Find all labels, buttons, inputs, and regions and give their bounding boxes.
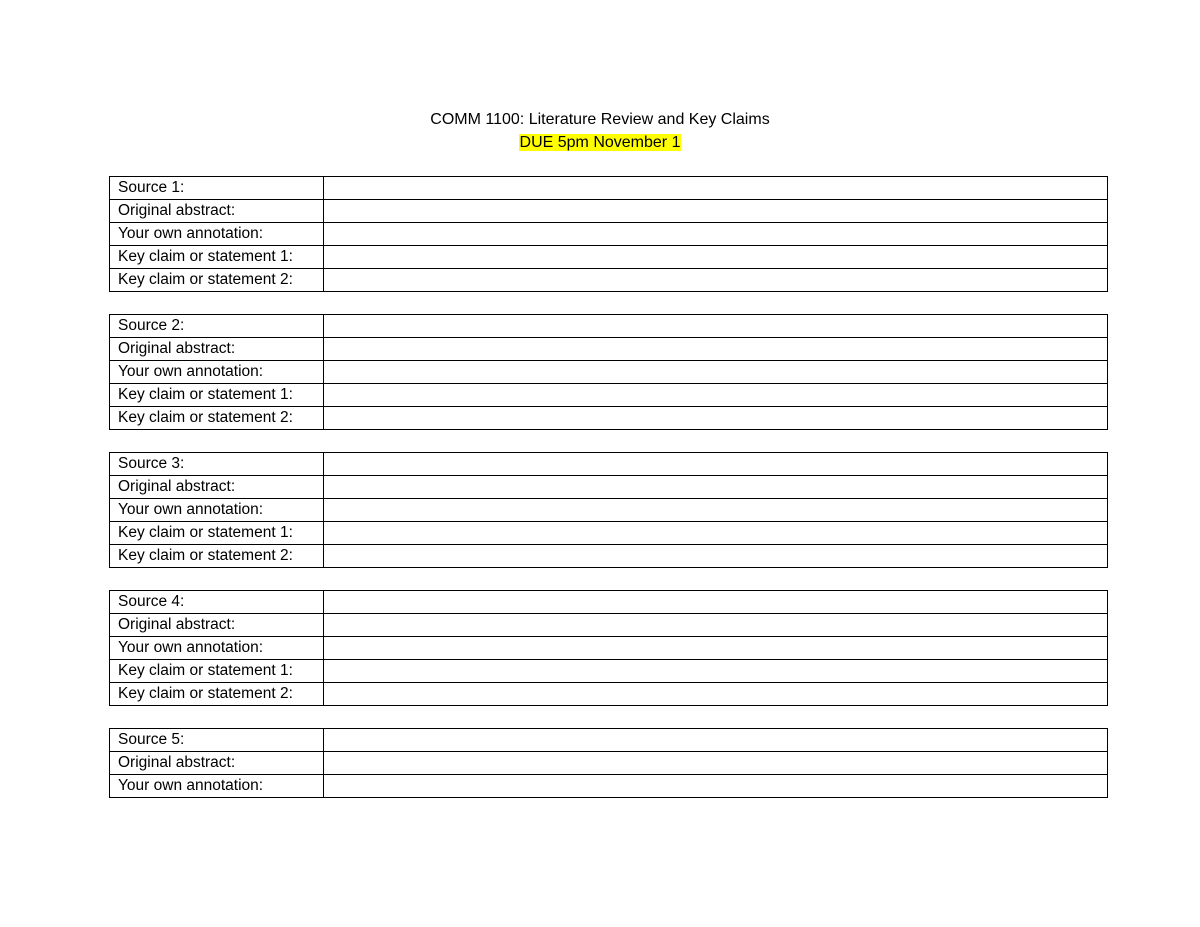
source-table-2 bbox=[109, 314, 1108, 430]
table-row bbox=[110, 384, 1108, 407]
table-row bbox=[110, 223, 1108, 246]
source-table-5 bbox=[109, 728, 1108, 798]
row-label: Your own annotation: bbox=[110, 223, 324, 246]
row-value-cell[interactable] bbox=[324, 407, 1108, 430]
table-row bbox=[110, 361, 1108, 384]
row-value-cell[interactable] bbox=[324, 775, 1108, 798]
row-label: Key claim or statement 1: bbox=[110, 522, 324, 545]
table-row bbox=[110, 729, 1108, 752]
table-row bbox=[110, 269, 1108, 292]
table-row bbox=[110, 614, 1108, 637]
row-value-cell[interactable] bbox=[324, 545, 1108, 568]
row-label: Original abstract: bbox=[110, 476, 324, 499]
row-value-cell[interactable] bbox=[324, 453, 1108, 476]
row-value-cell[interactable] bbox=[324, 476, 1108, 499]
row-value-cell[interactable] bbox=[324, 752, 1108, 775]
row-label: Key claim or statement 2: bbox=[110, 683, 324, 706]
row-label: Source 1: bbox=[110, 177, 324, 200]
row-value-cell[interactable] bbox=[324, 637, 1108, 660]
table-row bbox=[110, 522, 1108, 545]
row-value-cell[interactable] bbox=[324, 200, 1108, 223]
row-label: Source 4: bbox=[110, 591, 324, 614]
row-label: Key claim or statement 2: bbox=[110, 269, 324, 292]
row-label: Key claim or statement 1: bbox=[110, 384, 324, 407]
row-value-cell[interactable] bbox=[324, 338, 1108, 361]
row-label: Source 3: bbox=[110, 453, 324, 476]
row-label: Key claim or statement 1: bbox=[110, 660, 324, 683]
row-label: Source 5: bbox=[110, 729, 324, 752]
row-value-cell[interactable] bbox=[324, 614, 1108, 637]
document-header bbox=[0, 108, 1200, 154]
table-row bbox=[110, 177, 1108, 200]
table-row bbox=[110, 315, 1108, 338]
row-label: Key claim or statement 2: bbox=[110, 407, 324, 430]
source-tables bbox=[109, 176, 1108, 820]
row-label: Your own annotation: bbox=[110, 361, 324, 384]
table-row bbox=[110, 246, 1108, 269]
row-value-cell[interactable] bbox=[324, 315, 1108, 338]
row-value-cell[interactable] bbox=[324, 177, 1108, 200]
table-row bbox=[110, 752, 1108, 775]
table-row bbox=[110, 775, 1108, 798]
row-value-cell[interactable] bbox=[324, 223, 1108, 246]
row-label: Original abstract: bbox=[110, 752, 324, 775]
row-value-cell[interactable] bbox=[324, 522, 1108, 545]
row-label: Key claim or statement 2: bbox=[110, 545, 324, 568]
document-title: COMM 1100: Literature Review and Key Claims bbox=[430, 111, 770, 128]
source-table-4 bbox=[109, 590, 1108, 706]
row-label: Original abstract: bbox=[110, 614, 324, 637]
row-value-cell[interactable] bbox=[324, 660, 1108, 683]
due-date-highlight: DUE 5pm November 1 bbox=[519, 134, 681, 151]
row-label: Key claim or statement 1: bbox=[110, 246, 324, 269]
table-row bbox=[110, 591, 1108, 614]
table-row bbox=[110, 338, 1108, 361]
row-value-cell[interactable] bbox=[324, 499, 1108, 522]
row-label: Your own annotation: bbox=[110, 499, 324, 522]
table-row bbox=[110, 200, 1108, 223]
table-row bbox=[110, 476, 1108, 499]
table-row bbox=[110, 453, 1108, 476]
row-value-cell[interactable] bbox=[324, 591, 1108, 614]
row-label: Your own annotation: bbox=[110, 775, 324, 798]
row-value-cell[interactable] bbox=[324, 246, 1108, 269]
row-label: Original abstract: bbox=[110, 200, 324, 223]
source-table-1 bbox=[109, 176, 1108, 292]
row-label: Your own annotation: bbox=[110, 637, 324, 660]
row-value-cell[interactable] bbox=[324, 269, 1108, 292]
table-row bbox=[110, 545, 1108, 568]
row-value-cell[interactable] bbox=[324, 683, 1108, 706]
row-label: Source 2: bbox=[110, 315, 324, 338]
source-table-3 bbox=[109, 452, 1108, 568]
table-row bbox=[110, 683, 1108, 706]
table-row bbox=[110, 637, 1108, 660]
due-date-line bbox=[0, 132, 1200, 154]
row-value-cell[interactable] bbox=[324, 384, 1108, 407]
table-row bbox=[110, 407, 1108, 430]
row-value-cell[interactable] bbox=[324, 729, 1108, 752]
row-value-cell[interactable] bbox=[324, 361, 1108, 384]
row-label: Original abstract: bbox=[110, 338, 324, 361]
table-row bbox=[110, 660, 1108, 683]
table-row bbox=[110, 499, 1108, 522]
